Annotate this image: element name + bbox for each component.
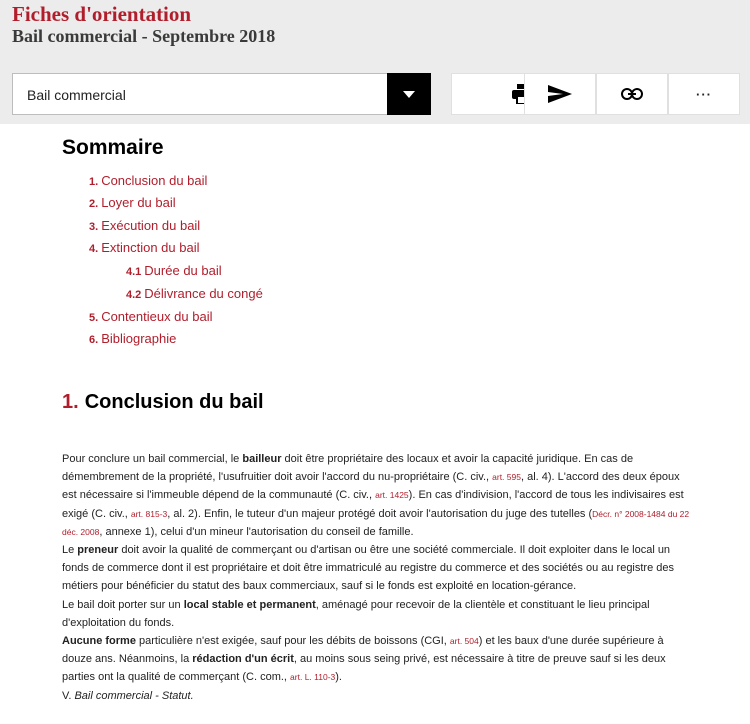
legal-reference-link[interactable]: art. 1425 (375, 490, 409, 501)
toc-item[interactable]: 1. Conclusion du bail (89, 173, 208, 188)
section-title (62, 391, 264, 414)
section-body (62, 450, 694, 705)
toc-item[interactable]: 3. Exécution du bail (89, 218, 201, 233)
link-button[interactable] (596, 73, 668, 115)
legal-reference-link[interactable]: Décr. n° 2008-1484 du 22 déc. 2008 (62, 508, 690, 537)
dropdown-toggle[interactable] (387, 73, 431, 115)
see-also-link[interactable]: Bail commercial - Statut. (74, 689, 194, 702)
send-button[interactable] (524, 73, 596, 115)
header (0, 0, 750, 124)
legal-reference-link[interactable]: art. 815-3 (130, 508, 168, 519)
paragraph: Le bail doit porter sur un local stable et permanent, aménagé pour recevoir de la clientèle et constituant le lieu principal d'exploitation du fonds. (62, 598, 650, 629)
legal-reference-link[interactable]: art. 595 (492, 472, 521, 483)
chevron-down-icon (403, 91, 415, 98)
more-icon: ··· (696, 86, 712, 102)
toc-subitem[interactable]: 4.2 Délivrance du congé (126, 286, 263, 301)
toc-item[interactable]: 4. Extinction du bail (89, 240, 200, 255)
app-title: Fiches d'orientation (12, 2, 192, 26)
toc-item[interactable]: 2. Loyer du bail (89, 195, 176, 210)
page-subtitle: Bail commercial - Septembre 2018 (12, 26, 276, 46)
link-icon (621, 88, 643, 100)
document-select[interactable] (12, 73, 431, 115)
send-icon (548, 85, 572, 103)
toc-subitem[interactable]: 4.1 Durée du bail (126, 263, 222, 278)
more-button[interactable] (668, 73, 740, 115)
toc-title: Sommaire (62, 136, 164, 159)
legal-reference-link[interactable]: art. L. 110-3 (290, 672, 336, 683)
paragraph: Aucune forme particulière n'est exigée, sauf pour les débits de boissons (CGI, art. 504) et les baux d'une durée supérieure à douze ans. Néanmoins, la rédaction d'un écrit, au moins sous seing privé, est nécessaire à titre de preuve sauf si les deux parties ont la qualité de commerçant (C. com., art. L. 110-3). (62, 635, 666, 684)
paragraph: V. Bail commercial - Statut. (62, 689, 194, 702)
paragraph: Le preneur doit avoir la qualité de commerçant ou d'artisan ou être une société commerciale. Il doit exploiter dans le local un fonds de commerce dont il est propriétaire et doit être immatriculé au registre du commerce et des sociétés ou au registre des métiers pour bénéficier du statut des baux commerciaux, sauf si le fonds est exploité en location-gérance. (62, 544, 675, 593)
section-title-text: Conclusion du bail (84, 391, 264, 413)
toc-item[interactable]: 6. Bibliographie (89, 331, 177, 346)
paragraph: Pour conclure un bail commercial, le bailleur doit être propriétaire des locaux et avoir la capacité juridique. En cas de démembrement de la propriété, l'usufruitier doit avoir l'accord du nu-propriétaire (C. civ., art. 595, al. 4). L'accord des deux époux est nécessaire si l'immeuble dépend de la communauté (C. civ., art. 1425). En cas d'indivision, l'accord de tous les indivisaires est exigé (C. civ., art. 815-3, al. 2). Enfin, le tuteur d'un majeur protégé doit avoir l'autorisation du juge des tutelles (Décr. n° 2008-1484 du 22 déc. 2008, annexe 1), celui d'un mineur l'autorisation du conseil de famille. (62, 453, 690, 538)
select-value: Bail commercial (27, 87, 126, 103)
section-number: 1. (62, 391, 79, 413)
legal-reference-link[interactable]: art. 504 (449, 636, 479, 647)
toc-item[interactable]: 5. Contentieux du bail (89, 309, 213, 324)
